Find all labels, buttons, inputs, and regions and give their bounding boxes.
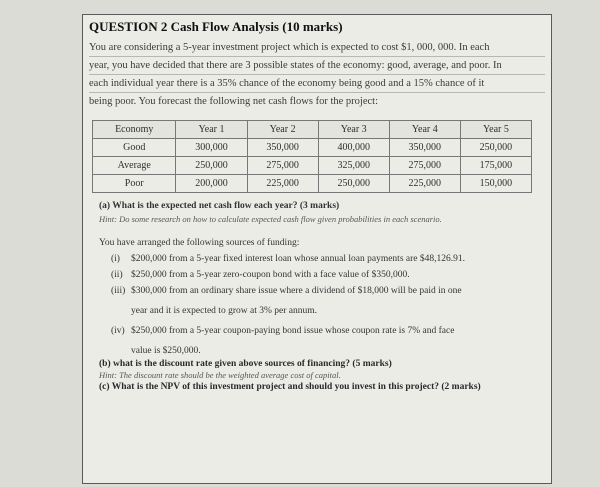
intro-line: being poor. You forecast the following net cash flows for the project: (89, 96, 378, 107)
table-cell: Poor (93, 175, 176, 193)
intro-line: year, you have decided that there are 3 possible states of the economy: good, average, and poor. In (89, 57, 545, 75)
item-number: (iv) (111, 326, 125, 336)
cash-flow-table (92, 120, 532, 193)
table-cell: 250,000 (318, 175, 389, 193)
question-page (82, 14, 552, 484)
item-number: (iii) (111, 286, 126, 296)
table-row (93, 175, 532, 193)
list-item (111, 283, 545, 319)
intro-line: You are considering a 5-year investment project which is expected to cost $1, 000, 000. In each (89, 39, 545, 57)
item-text: $250,000 from a 5-year coupon-paying bond issue whose coupon rate is 7% and face (131, 326, 455, 336)
table-row (93, 157, 532, 175)
intro-line: each individual year there is a 35% chance of the economy being good and a 15% chance of it (89, 75, 545, 93)
column-header: Year 4 (389, 121, 460, 139)
table-cell: 275,000 (247, 157, 318, 175)
table-cell: 300,000 (176, 139, 247, 157)
table-cell: 225,000 (247, 175, 318, 193)
table-cell: Average (93, 157, 176, 175)
column-header: Economy (93, 121, 176, 139)
list-item (111, 267, 545, 283)
table-cell: 350,000 (389, 139, 460, 157)
part-b-hint: Hint: The discount rate should be the weighted average cost of capital. (99, 370, 341, 380)
table-cell: 275,000 (389, 157, 460, 175)
part-a-hint: Hint: Do some research on how to calculate expected cash flow given probabilities in each scenario. (99, 214, 442, 224)
financing-intro: You have arranged the following sources of funding: (99, 238, 300, 248)
item-text: $250,000 from a 5-year zero-coupon bond with a face value of $350,000. (131, 270, 410, 280)
item-text: $200,000 from a 5-year fixed interest loan whose annual loan payments are $48,126.91. (131, 254, 465, 264)
financing-list (89, 251, 545, 359)
table-cell: 350,000 (247, 139, 318, 157)
column-header: Year 5 (460, 121, 531, 139)
table-header-row (93, 121, 532, 139)
table-cell: 175,000 (460, 157, 531, 175)
table-row (93, 139, 532, 157)
table-cell: 325,000 (318, 157, 389, 175)
column-header: Year 1 (176, 121, 247, 139)
part-b-question: (b) what is the discount rate given above sources of financing? (5 marks) (99, 359, 392, 369)
table-cell: 250,000 (176, 157, 247, 175)
part-c-question: (c) What is the NPV of this investment project and should you invest in this project? (2 marks) (99, 382, 481, 392)
list-item (111, 323, 545, 359)
item-number: (ii) (111, 270, 123, 280)
table-cell: 225,000 (389, 175, 460, 193)
item-text-continued: year and it is expected to grow at 3% per annum. (131, 306, 317, 316)
table-cell: Good (93, 139, 176, 157)
part-a-question: (a) What is the expected net cash flow each year? (3 marks) (99, 201, 340, 211)
table-cell: 400,000 (318, 139, 389, 157)
column-header: Year 3 (318, 121, 389, 139)
item-text: $300,000 from an ordinary share issue where a dividend of $18,000 will be paid in one (131, 286, 462, 296)
question-intro (89, 39, 545, 110)
table-cell: 250,000 (460, 139, 531, 157)
item-text-continued: value is $250,000. (131, 346, 201, 356)
item-number: (i) (111, 254, 120, 264)
table-cell: 150,000 (460, 175, 531, 193)
table-cell: 200,000 (176, 175, 247, 193)
column-header: Year 2 (247, 121, 318, 139)
question-title: QUESTION 2 Cash Flow Analysis (10 marks) (89, 19, 343, 34)
list-item (111, 251, 545, 267)
